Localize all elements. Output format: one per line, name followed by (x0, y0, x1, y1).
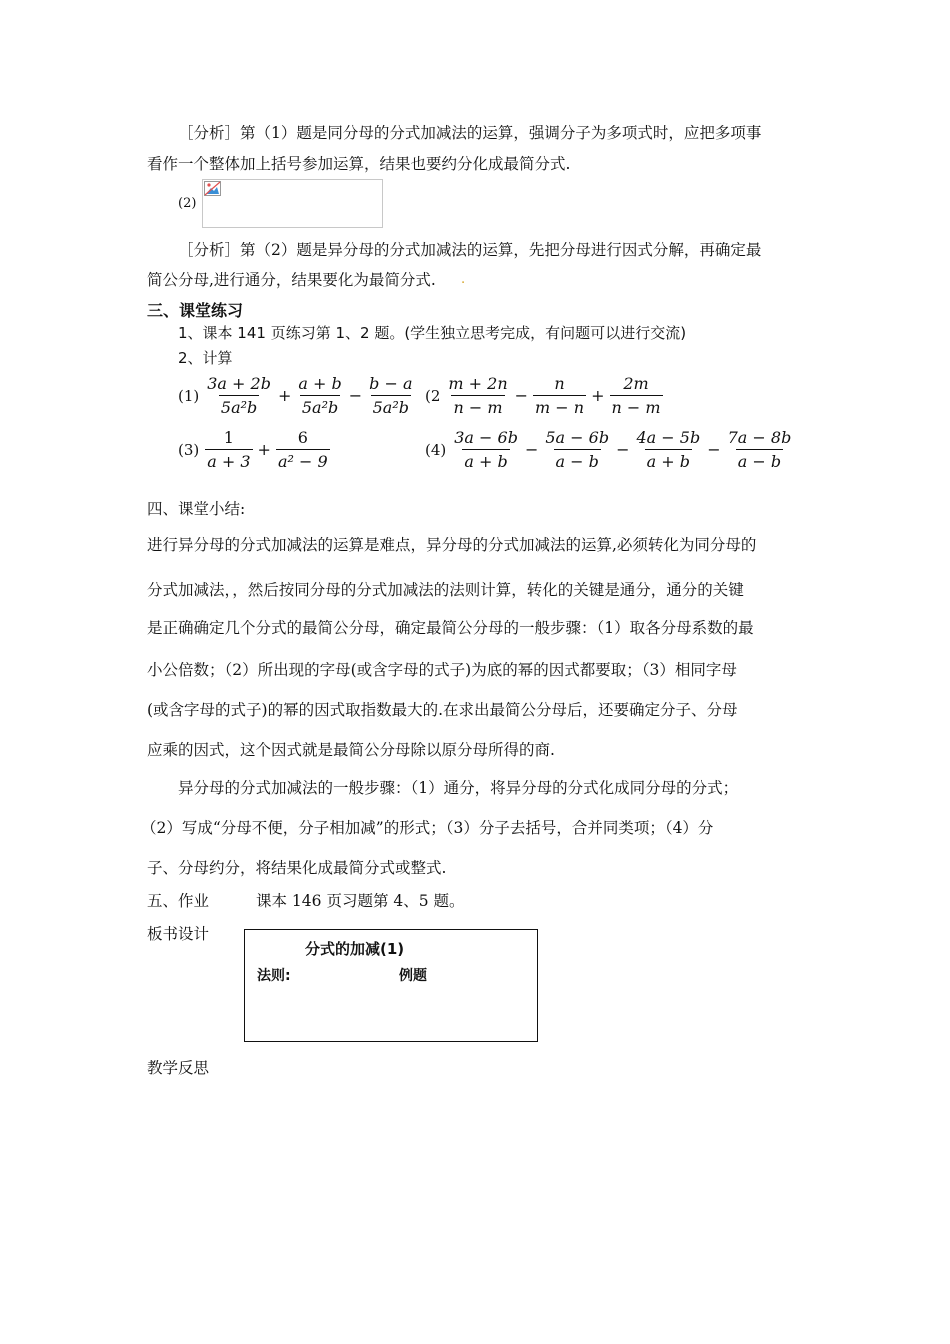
section-3-item-1: 1、课本 141 页练习第 1、2 题。(学生独立思考完成，有问题可以进行交流) (178, 324, 687, 342)
ex3-fraction-1: $\frac{1}{a + 3}$ (207, 428, 251, 471)
ex2-fraction-3: $\frac{2m}{n - m}$ (611, 374, 661, 417)
steps-line-1: 异分母的分式加减法的一般步骤：（1）通分，将异分母的分式化成同分母的分式； (178, 779, 739, 797)
summary-line-4: 小公倍数；（2）所出现的字母(或含字母的式子)为底的幂的因式都要取；（3）相同字母 (147, 661, 737, 679)
summary-line-5: (或含字母的式子)的幂的因式取指数最大的.在求出最简公分母后，还要确定分子、分母 (147, 701, 738, 719)
board-design-label: 板书设计 (147, 925, 210, 943)
exercise-4-label: (4) (425, 440, 447, 459)
ex2-fraction-1: $\frac{m + 2n}{n - m}$ (448, 374, 508, 417)
exercise-1-label: (1) (178, 386, 200, 405)
broken-image-placeholder (202, 179, 383, 228)
summary-line-2: 分式加减法，，然后按同分母的分式加减法的法则计算，转化的关键是通分，通分的关键 (147, 581, 744, 599)
summary-line-1: 进行异分母的分式加减法的运算是难点，异分母的分式加减法的运算,必须转化为同分母的 (147, 536, 757, 554)
analysis-1-line-2: 看作一个整体加上括号参加运算，结果也要约分化成最简分式. (147, 155, 571, 173)
exercise-3: (3) $\frac{1}{a + 3}$ + $\frac{6}{\text{a² − 9}}$ (178, 428, 328, 471)
section-5-label: 五、作业 (147, 892, 210, 910)
ex3-fraction-2: $\frac{6}{\text{a² − 9}}$ (277, 428, 328, 471)
board-design-box (244, 929, 538, 1042)
summary-line-3: 是正确确定几个分式的最简公分母，确定最简公分母的一般步骤：（1）取各分母系数的最 (147, 619, 754, 637)
section-3-heading: 三、课堂练习 (147, 301, 244, 320)
exercise-1: (1) $\frac{3a + 2b}{\text{5a²b}}$ + $\frac{a + b}{\text{5a²b}}$ − $\frac{b - a}{\text{5a²b}}$ (178, 374, 413, 417)
analysis-2-line-1: ［分析］第（2）题是异分母的分式加减法的运算，先把分母进行因式分解，再确定最 (178, 241, 762, 259)
section-4-heading: 四、课堂小结: (147, 500, 246, 518)
ex1-fraction-1: $\frac{3a + 2b}{\text{5a²b}}$ (207, 374, 271, 417)
broken-image-icon (204, 181, 221, 196)
board-title: 分式的加减(1) (305, 940, 405, 958)
board-example-label: 例题 (399, 968, 427, 984)
ex1-fraction-2: $\frac{a + b}{\text{5a²b}}$ (298, 374, 342, 417)
board-rule-label: 法则: (257, 968, 291, 984)
analysis-1-line-1: ［分析］第（1）题是同分母的分式加减法的运算，强调分子为多项式时，应把多项事 (178, 124, 762, 142)
analysis-2-line-2: 简公分母,进行通分，结果要化为最简分式. (147, 271, 436, 289)
exercise-3-label: (3) (178, 440, 200, 459)
summary-line-6: 应乘的因式，这个因式就是最简公分母除以原分母所得的商. (147, 741, 555, 759)
section-3-item-2: 2、计算 (178, 349, 233, 367)
ex4-fraction-3: $\frac{4a - 5b}{a + b}$ (636, 428, 701, 471)
ex2-fraction-2: $\frac{n}{m - n}$ (535, 374, 585, 417)
exercise-4: (4) $\frac{3a - 6b}{a + b}$ − $\frac{5a - 6b}{a - b}$ − $\frac{4a - 5b}{a + b}$ − $\frac{7a - 8b}{a - b}$ (425, 428, 792, 471)
ex4-fraction-2: $\frac{5a - 6b}{a - b}$ (545, 428, 610, 471)
item-2-label: (2) (178, 196, 197, 211)
stray-mark: . (461, 272, 466, 287)
ex4-fraction-4: $\frac{7a - 8b}{a - b}$ (727, 428, 792, 471)
steps-line-3: 子、分母约分，将结果化成最简分式或整式. (147, 859, 447, 877)
ex1-fraction-3: $\frac{b - a}{\text{5a²b}}$ (369, 374, 413, 417)
reflection-label: 教学反思 (147, 1059, 210, 1077)
steps-line-2: （2）写成“分母不便，分子相加减”的形式；（3）分子去括号，合并同类项；（4）分 (141, 819, 714, 837)
exercise-2-label: (2 (425, 386, 441, 405)
homework-text: 课本 146 页习题第 4、5 题。 (256, 892, 465, 910)
exercise-2: (2 $\frac{m + 2n}{n - m}$ − $\frac{n}{m - n}$ + $\frac{2m}{n - m}$ (425, 374, 661, 417)
ex4-fraction-1: $\frac{3a - 6b}{a + b}$ (454, 428, 518, 471)
